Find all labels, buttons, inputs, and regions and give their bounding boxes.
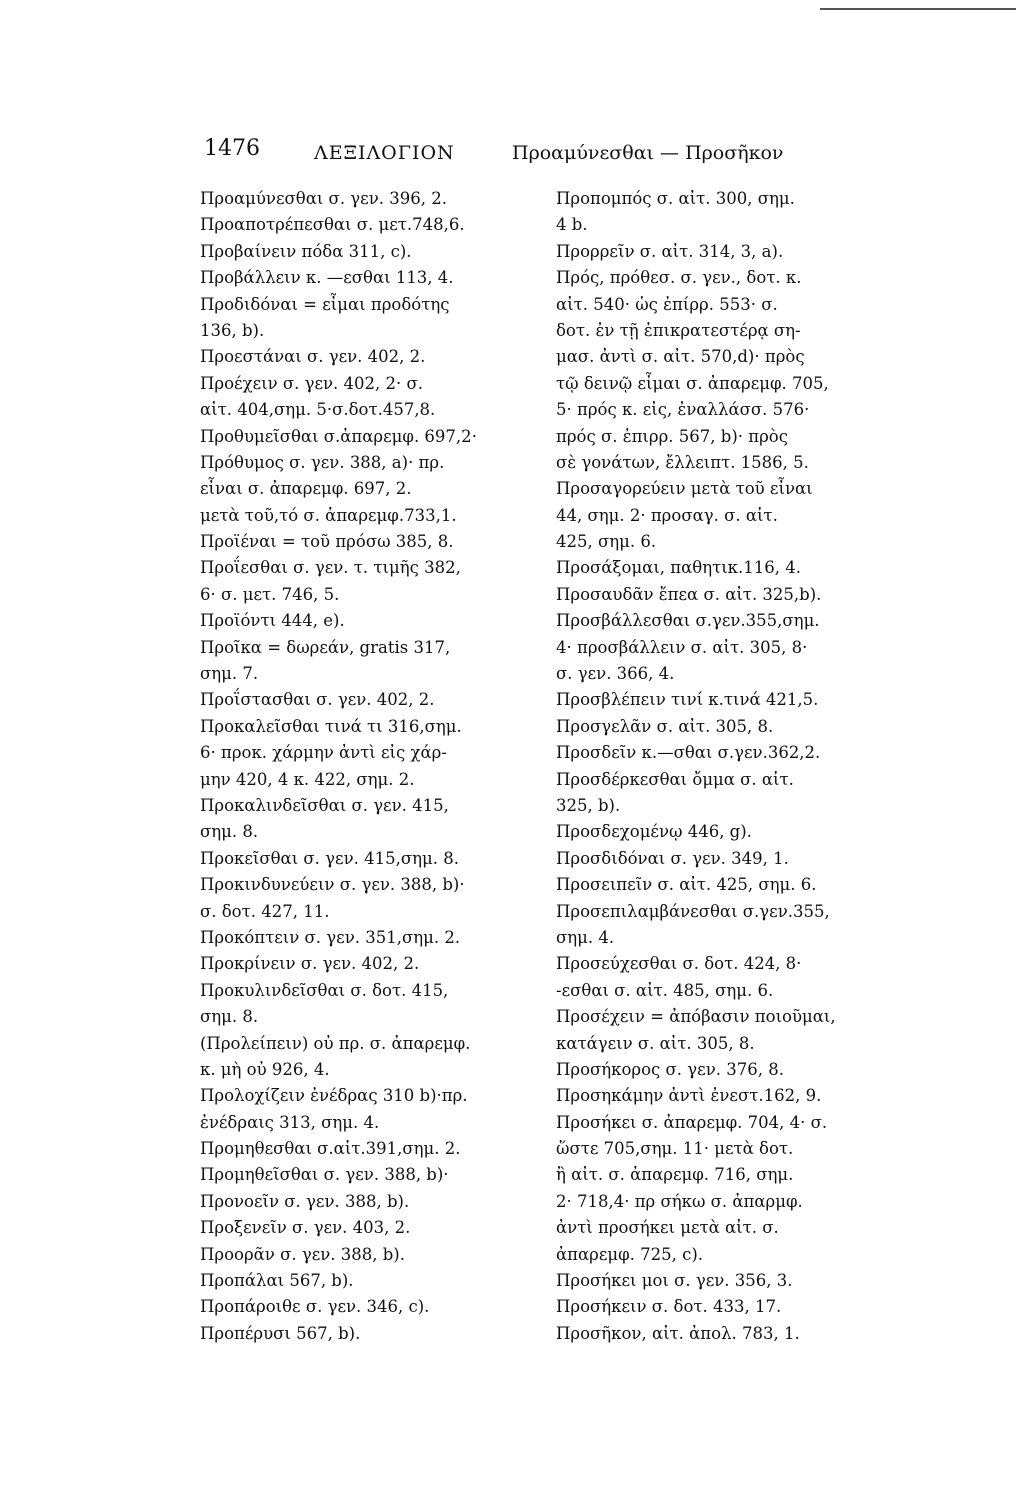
entry-line: Προσδεχομένῳ 446, g). bbox=[556, 822, 752, 842]
entry-line: Προσβλέπειν τινί κ.τινά 421,5. bbox=[556, 690, 819, 710]
entry-line: Προπάροιθε σ. γεν. 346, c). bbox=[200, 1297, 430, 1317]
entry-line: Προλοχίζειν ἐνέδρας 310 b)·πρ. bbox=[200, 1086, 468, 1106]
entry-line: μετὰ τοῦ,τό σ. ἀπαρεμφ.733,1. bbox=[200, 505, 457, 525]
entry-line: Προέχειν σ. γεν. 402, 2· σ. bbox=[200, 373, 424, 393]
right-column bbox=[556, 186, 892, 1347]
entry-line: ἀπαρεμφ. 725, c). bbox=[556, 1244, 704, 1264]
entry-line: Προσῆκον, αἰτ. ἀπολ. 783, 1. bbox=[556, 1323, 800, 1343]
entry-line: Προσήκει μοι σ. γεν. 356, 3. bbox=[556, 1271, 793, 1291]
entry-line: Προϊόντι 444, e). bbox=[200, 611, 345, 631]
entry-line: Προκαλινδεῖσθαι σ. γεν. 415, bbox=[200, 795, 449, 815]
entry-line: αἰτ. 540· ὡς ἐπίρρ. 553· σ. bbox=[556, 294, 778, 314]
entry-line: τῷ δεινῷ εἶμαι σ. ἀπαρεμφ. 705, bbox=[556, 373, 829, 393]
entry-line: Προκυλινδεῖσθαι σ. δοτ. 415, bbox=[200, 980, 449, 1000]
entry-line: Προθυμεῖσθαι σ.ἀπαρεμφ. 697,2· bbox=[200, 426, 477, 446]
entry-line: 425, σημ. 6. bbox=[556, 532, 657, 552]
entry-line: σ. δοτ. 427, 11. bbox=[200, 901, 330, 921]
entry-line: Πρόθυμος σ. γεν. 388, a)· πρ. bbox=[200, 452, 445, 472]
entry-line: Προϊέναι = τοῦ πρόσω 385, 8. bbox=[200, 532, 454, 552]
entry-line: μασ. ἀντὶ σ. αἰτ. 570,d)· πρὸς bbox=[556, 347, 805, 367]
entry-line: Προκόπτειν σ. γεν. 351,σημ. 2. bbox=[200, 927, 461, 947]
entry-line: Προβάλλειν κ. —εσθαι 113, 4. bbox=[200, 268, 454, 288]
entry-line: -εσθαι σ. αἰτ. 485, σημ. 6. bbox=[556, 980, 774, 1000]
entry-line: σὲ γονάτων, ἔλλειπτ. 1586, 5. bbox=[556, 452, 809, 472]
entry-line: Προξενεῖν σ. γεν. 403, 2. bbox=[200, 1218, 411, 1238]
entry-line: 44, σημ. 2· προσαγ. σ. αἰτ. bbox=[556, 505, 778, 525]
page-number: 1476 bbox=[204, 136, 260, 161]
entry-line: Προδιδόναι = εἶμαι προδότης bbox=[200, 294, 450, 314]
entry-line: Προσδιδόναι σ. γεν. 349, 1. bbox=[556, 848, 789, 868]
entry-line: Προμηθεσθαι σ.αἰτ.391,σημ. 2. bbox=[200, 1139, 461, 1159]
entry-line: Προρρεῖν σ. αἰτ. 314, 3, a). bbox=[556, 241, 784, 261]
entry-line: Προπάλαι 567, b). bbox=[200, 1271, 354, 1291]
entry-line: Προσήκειν σ. δοτ. 433, 17. bbox=[556, 1297, 782, 1317]
entry-line: 325, b). bbox=[556, 795, 621, 815]
entry-line: Προσήκορος σ. γεν. 376, 8. bbox=[556, 1059, 784, 1079]
entry-line: 2· 718,4· πρ σήκω σ. ἀπαρμφ. bbox=[556, 1191, 803, 1211]
entry-line: Προνοεῖν σ. γεν. 388, b). bbox=[200, 1191, 410, 1211]
entry-line: Προσαυδᾶν ἔπεα σ. αἰτ. 325,b). bbox=[556, 584, 822, 604]
entry-line: σημ. 8. bbox=[200, 1007, 259, 1027]
entry-line: σημ. 4. bbox=[556, 927, 615, 947]
entry-line: σ. γεν. 366, 4. bbox=[556, 664, 675, 684]
guide-words: Προαμύνεσθαι — Προσῆκον bbox=[512, 142, 784, 164]
entry-line: 6· προκ. χάρμην ἀντὶ εἰς χάρ- bbox=[200, 743, 447, 763]
entry-line: Προΐστασθαι σ. γεν. 402, 2. bbox=[200, 690, 435, 710]
entry-line: δοτ. ἐν τῇ ἐπικρατεστέρᾳ ση- bbox=[556, 320, 801, 340]
entry-line: 5· πρός κ. εἰς, ἐναλλάσσ. 576· bbox=[556, 400, 810, 420]
entry-line: πρός σ. ἐπιρρ. 567, b)· πρὸς bbox=[556, 426, 788, 446]
entry-line: Προεστάναι σ. γεν. 402, 2. bbox=[200, 347, 426, 367]
entry-line: Προσγελᾶν σ. αἰτ. 305, 8. bbox=[556, 716, 774, 736]
entry-line: μην 420, 4 κ. 422, σημ. 2. bbox=[200, 769, 415, 789]
page-header bbox=[204, 136, 844, 176]
entry-line: αἰτ. 404,σημ. 5·σ.δοτ.457,8. bbox=[200, 400, 436, 420]
entry-line: Προπομπός σ. αἰτ. 300, σημ. bbox=[556, 189, 795, 208]
entry-line: 4 b. bbox=[556, 215, 588, 235]
entry-line: 4· προσβάλλειν σ. αἰτ. 305, 8· bbox=[556, 637, 808, 657]
entry-line: Προῖκα = δωρεάν, gratis 317, bbox=[200, 637, 451, 657]
entry-line: Προβαίνειν πόδα 311, c). bbox=[200, 241, 412, 261]
entry-line: Προσβάλλεσθαι σ.γεν.355,σημ. bbox=[556, 611, 820, 631]
entry-line: ἀντὶ προσήκει μετὰ αἰτ. σ. bbox=[556, 1218, 779, 1238]
entry-line: Προκαλεῖσθαι τινά τι 316,σημ. bbox=[200, 716, 462, 736]
entry-line: ἢ αἰτ. σ. ἀπαρεμφ. 716, σημ. bbox=[556, 1165, 794, 1185]
entry-line: κατάγειν σ. αἰτ. 305, 8. bbox=[556, 1033, 755, 1053]
entry-line: Προσηκάμην ἀντὶ ἐνεστ.162, 9. bbox=[556, 1086, 822, 1106]
entry-line: Προσεπιλαμβάνεσθαι σ.γεν.355, bbox=[556, 901, 830, 921]
entry-line: Προσέχειν = ἀπόβασιν ποιοῦμαι, bbox=[556, 1007, 836, 1027]
entry-line: Προσαγορεύειν μετὰ τοῦ εἶναι bbox=[556, 479, 813, 499]
entry-line: ἐνέδραις 313, σημ. 4. bbox=[200, 1112, 380, 1132]
entry-line: Προσδεῖν κ.—σθαι σ.γεν.362,2. bbox=[556, 743, 821, 763]
entry-line: Προσάξομαι, παθητικ.116, 4. bbox=[556, 558, 801, 578]
entry-line: Προορᾶν σ. γεν. 388, b). bbox=[200, 1244, 405, 1264]
entry-line: Προσδέρκεσθαι ὄμμα σ. αἰτ. bbox=[556, 769, 794, 789]
entry-line: Προμηθεῖσθαι σ. γεν. 388, b)· bbox=[200, 1165, 449, 1185]
entry-line: 6· σ. μετ. 746, 5. bbox=[200, 584, 340, 604]
entry-line: κ. μὴ οὐ 926, 4. bbox=[200, 1059, 330, 1079]
entry-line: ὥστε 705,σημ. 11· μετὰ δοτ. bbox=[556, 1139, 794, 1159]
entry-line: σημ. 7. bbox=[200, 664, 259, 684]
entry-line: Προκρίνειν σ. γεν. 402, 2. bbox=[200, 954, 420, 974]
entry-line: Πρός, πρόθεσ. σ. γεν., δοτ. κ. bbox=[556, 268, 802, 288]
entry-line: Προκινδυνεύειν σ. γεν. 388, b)· bbox=[200, 875, 465, 895]
entry-line: Προκεῖσθαι σ. γεν. 415,σημ. 8. bbox=[200, 848, 459, 868]
entry-line: εἶναι σ. ἀπαρεμφ. 697, 2. bbox=[200, 479, 412, 499]
entry-line: Προσήκει σ. ἀπαρεμφ. 704, 4· σ. bbox=[556, 1112, 828, 1132]
entry-line: Προΐεσθαι σ. γεν. τ. τιμῆς 382, bbox=[200, 558, 461, 578]
entry-line: Προσειπεῖν σ. αἰτ. 425, σημ. 6. bbox=[556, 875, 817, 895]
entry-line: Προαμύνεσθαι σ. γεν. 396, 2. bbox=[200, 189, 447, 208]
running-title: ΛΕΞΙΛΟΓΙΟΝ bbox=[314, 142, 455, 164]
left-column bbox=[200, 186, 536, 1347]
top-rule bbox=[820, 8, 1016, 10]
entry-line: Προαποτρέπεσθαι σ. μετ.748,6. bbox=[200, 215, 465, 235]
entry-line: 136, b). bbox=[200, 320, 265, 340]
entry-line: Προσεύχεσθαι σ. δοτ. 424, 8· bbox=[556, 954, 802, 974]
entry-line: Προπέρυσι 567, b). bbox=[200, 1323, 361, 1343]
entry-line: σημ. 8. bbox=[200, 822, 259, 842]
entry-line: (Προλείπειν) οὐ πρ. σ. ἀπαρεμφ. bbox=[200, 1033, 471, 1053]
